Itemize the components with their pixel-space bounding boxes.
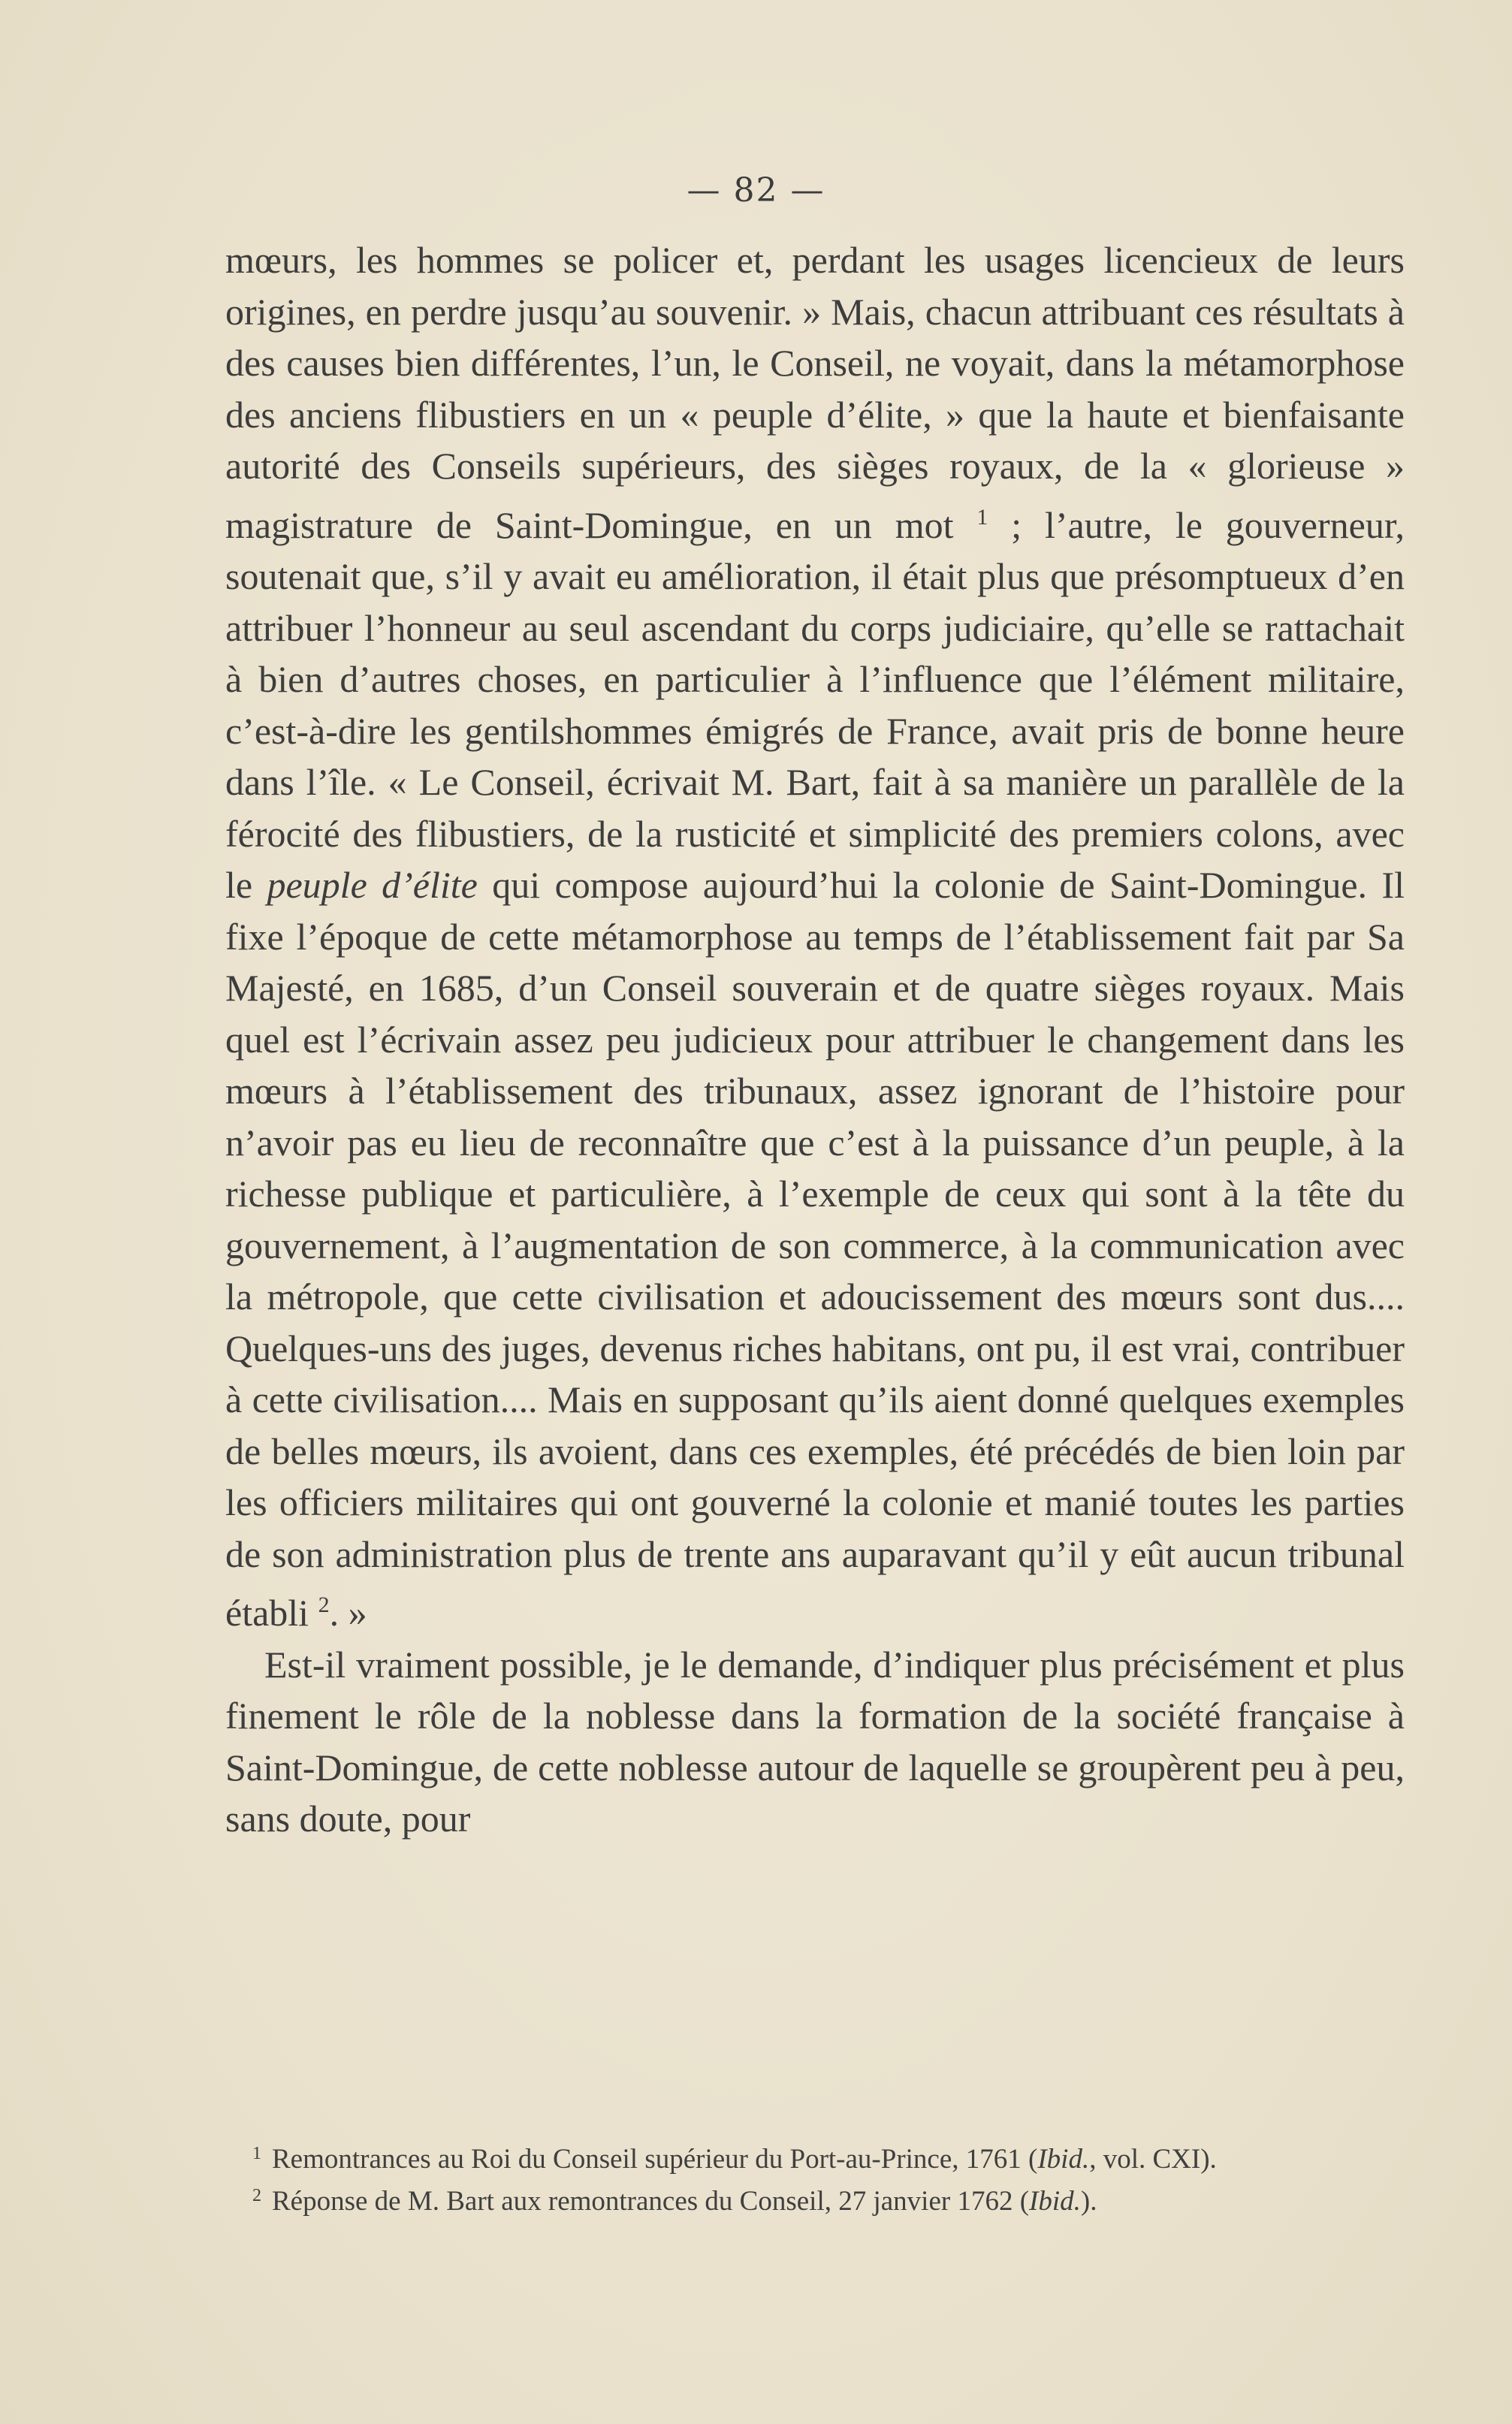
footnote-ref-2: 2 <box>318 1592 330 1617</box>
footnote-2 <box>225 2178 1405 2220</box>
footnote-italic: Ibid. <box>1037 2144 1090 2175</box>
page-number: — 82 — <box>687 171 825 210</box>
footnote-mark: 2 <box>252 2186 261 2205</box>
text-run: Est-il vraiment possible, je le demande, d’indiquer plus précisément et plus finement le rôle de la noblesse dans la formation de la société française à Saint-Domingue, de cette noblesse autour de laquelle se groupèrent peu à peu, sans doute, pour <box>225 1643 1405 1840</box>
italic-run: peuple d’élite <box>267 864 478 906</box>
footnote-text: ). <box>1080 2186 1097 2217</box>
footnote-text: Réponse de M. Bart aux remontrances du Conseil, 27 janvier 1762 ( <box>272 2186 1030 2217</box>
footnote-1 <box>225 2136 1405 2178</box>
footnote-italic: Ibid. <box>1029 2186 1081 2217</box>
text-run: . » <box>329 1592 367 1634</box>
paragraph-2 <box>225 1639 1405 1845</box>
text-run: mœurs, les hommes se policer et, perdant les usages licencieux de leurs origines, en perdre jusqu’au souvenir. » Mais, chacun attribuant ces résultats à des causes bien différentes, l’un, le Conseil, ne voyait, dans la métamorphose des anciens flibustiers en un « peuple d’élite, » que la haute et bienfaisante autorité des Conseils supérieurs, des sièges royaux, de la « glorieuse » magistrature de Saint-Domingue, en un mot <box>225 239 1405 546</box>
text-run: ; l’autre, le gouverneur, soutenait que, s’il y avait eu amélioration, il était plus que présomptueux d’en attribuer l’honneur au seul ascendant du corps judiciaire, qu’elle se rattachait à bien d’autres choses, en particulier à l’influence que l’élément militaire, c’est-à-dire les gentilshommes émigrés de France, avait pris de bonne heure dans l’île. « Le Conseil, écrivait M. Bart, fait à sa manière un parallèle de la férocité des flibustiers, de la rusticité et simplicité des premiers colons, avec le <box>225 503 1405 906</box>
footnote-ref-1: 1 <box>976 504 988 530</box>
footnote-text: , vol. CXI). <box>1089 2144 1217 2175</box>
footnotes <box>225 2136 1405 2220</box>
footnote-mark: 1 <box>252 2144 261 2163</box>
paragraph-1 <box>225 234 1405 1639</box>
body-text <box>225 234 1405 1845</box>
text-run: qui compose aujourd’hui la colonie de Saint-Domingue. Il fixe l’époque de cette métamorphose au temps de l’établissement fait par Sa Majesté, en 1685, d’un Conseil souverain et de quatre sièges royaux. Mais quel est l’écrivain assez peu judicieux pour attribuer le changement dans les mœurs à l’établissement des tribunaux, assez ignorant de l’histoire pour n’avoir pas eu lieu de reconnaître que c’est à la puissance d’un peuple, à la richesse publique et particulière, à l’exemple de ceux qui sont à la tête du gouvernement, à l’augmentation de son commerce, à la communication avec la métropole, que cette civilisation et adoucissement des mœurs sont dus.... Quelques-uns des juges, devenus riches habitans, ont pu, il est vrai, contribuer à cette civilisation.... Mais en supposant qu’ils aient donné quelques exemples de belles mœurs, ils avoient, dans ces exemples, été précédés de bien loin par les officiers militaires qui ont gouverné la colonie et manié toutes les parties de son administration plus de trente ans auparavant qu’il y eût aucun tribunal établi <box>225 864 1405 1634</box>
footnote-text: Remontrances au Roi du Conseil supérieur du Port-au-Prince, 1761 ( <box>272 2144 1038 2175</box>
